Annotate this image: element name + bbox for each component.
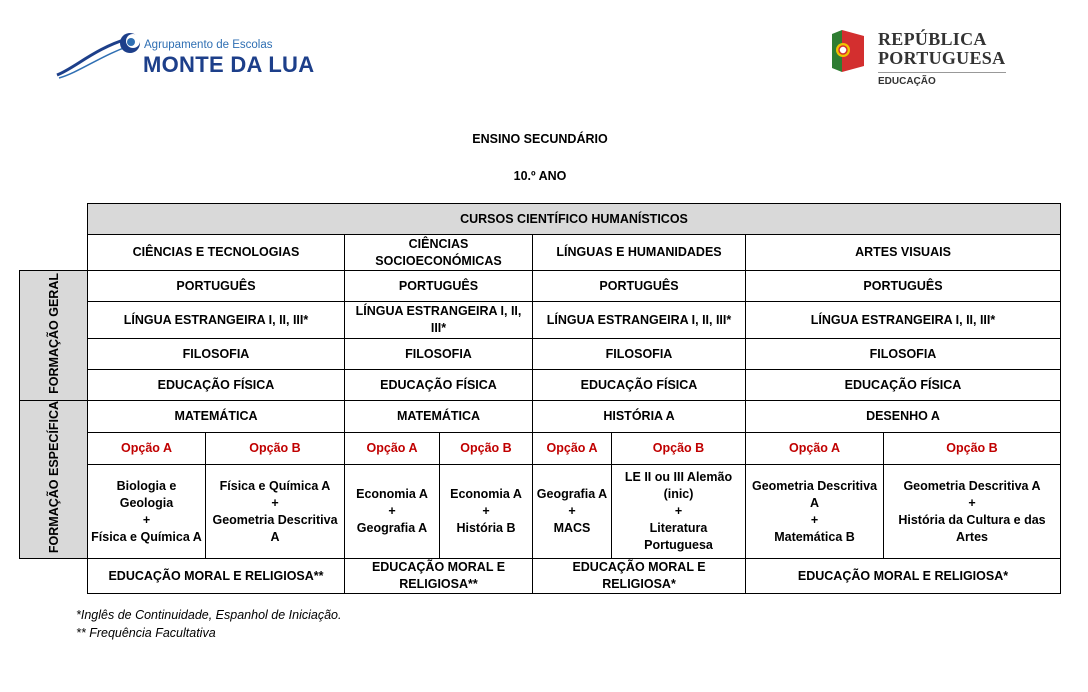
table-cell: LÍNGUA ESTRANGEIRA I, II, III* xyxy=(345,302,533,339)
school-logo-line1: Agrupamento de Escolas xyxy=(144,39,273,51)
school-logo xyxy=(55,28,325,84)
table-cell: EDUCAÇÃO MORAL E RELIGIOSA* xyxy=(533,559,746,594)
option-cell: Geometria Descritiva A + História da Cultura e das Artes xyxy=(884,465,1061,559)
footnote: ** Frequência Facultativa xyxy=(76,626,216,640)
table-cell: DESENHO A xyxy=(746,401,1061,433)
table-row xyxy=(20,401,1061,433)
table-cell: HISTÓRIA A xyxy=(533,401,746,433)
government-logo-line1: REPÚBLICA xyxy=(878,29,987,49)
table-cell: PORTUGUÊS xyxy=(345,271,533,302)
government-logo-line2: PORTUGUESA xyxy=(878,48,1006,68)
table-cell: EDUCAÇÃO FÍSICA xyxy=(88,370,345,401)
table-cell: EDUCAÇÃO MORAL E RELIGIOSA** xyxy=(88,559,345,594)
option-a-label: Opção A xyxy=(746,433,884,465)
course-header: LÍNGUAS E HUMANIDADES xyxy=(533,235,746,271)
page-subtitle: 10.º ANO xyxy=(513,169,567,183)
option-a-label: Opção A xyxy=(88,433,206,465)
option-cell: Geografia A + MACS xyxy=(533,465,612,559)
footnote: *Inglês de Continuidade, Espanhol de Iniciação. xyxy=(76,608,342,622)
course-header: CIÊNCIAS E TECNOLOGIAS xyxy=(88,235,345,271)
table-cell: PORTUGUÊS xyxy=(533,271,746,302)
table-cell: LÍNGUA ESTRANGEIRA I, II, III* xyxy=(88,302,345,339)
course-header: ARTES VISUAIS xyxy=(746,235,1061,271)
option-cell: Economia A + História B xyxy=(440,465,533,559)
school-logo-line2: MONTE DA LUA xyxy=(143,52,315,77)
table-cell: EDUCAÇÃO MORAL E RELIGIOSA* xyxy=(746,559,1061,594)
table-cell: FILOSOFIA xyxy=(88,339,345,370)
table-row xyxy=(20,559,1061,594)
table-cell: EDUCAÇÃO FÍSICA xyxy=(746,370,1061,401)
option-b-label: Opção B xyxy=(612,433,746,465)
formacao-especifica-label: FORMAÇÃO ESPECÍFICA xyxy=(20,401,88,559)
table-cell: PORTUGUÊS xyxy=(746,271,1061,302)
table-cell: FILOSOFIA xyxy=(746,339,1061,370)
option-cell: Geometria Descritiva A + Matemática B xyxy=(746,465,884,559)
table-cell: PORTUGUÊS xyxy=(88,271,345,302)
option-cell: Biologia e Geologia + Física e Química A xyxy=(88,465,206,559)
table-cell: FILOSOFIA xyxy=(345,339,533,370)
table-row xyxy=(20,271,1061,302)
table-cell: EDUCAÇÃO FÍSICA xyxy=(345,370,533,401)
table-header-row xyxy=(20,204,1061,235)
options-header-row xyxy=(20,433,1061,465)
table-cell: LÍNGUA ESTRANGEIRA I, II, III* xyxy=(533,302,746,339)
option-b-label: Opção B xyxy=(206,433,345,465)
table-cell: EDUCAÇÃO FÍSICA xyxy=(533,370,746,401)
table-cell: EDUCAÇÃO MORAL E RELIGIOSA** xyxy=(345,559,533,594)
option-a-label: Opção A xyxy=(533,433,612,465)
option-a-label: Opção A xyxy=(345,433,440,465)
curriculum-table xyxy=(19,203,1061,594)
table-cell: MATEMÁTICA xyxy=(88,401,345,433)
government-logo-line3: EDUCAÇÃO xyxy=(878,76,936,87)
option-cell: Física e Química A + Geometria Descritiva A xyxy=(206,465,345,559)
logo-divider xyxy=(878,72,1006,73)
options-content-row xyxy=(20,465,1061,559)
formacao-geral-label: FORMAÇÃO GERAL xyxy=(20,271,88,401)
option-b-label: Opção B xyxy=(884,433,1061,465)
table-cell: FILOSOFIA xyxy=(533,339,746,370)
portugal-flag-icon xyxy=(828,28,868,74)
government-logo xyxy=(828,28,1018,92)
table-row xyxy=(20,339,1061,370)
table-cell: LÍNGUA ESTRANGEIRA I, II, III* xyxy=(746,302,1061,339)
table-row xyxy=(20,302,1061,339)
page-title: ENSINO SECUNDÁRIO xyxy=(472,132,608,146)
table-cell: MATEMÁTICA xyxy=(345,401,533,433)
courses-main-header: CURSOS CIENTÍFICO HUMANÍSTICOS xyxy=(88,204,1061,235)
option-cell: LE II ou III Alemão (inic) + Literatura Portuguesa xyxy=(612,465,746,559)
table-row xyxy=(20,370,1061,401)
option-cell: Economia A + Geografia A xyxy=(345,465,440,559)
option-b-label: Opção B xyxy=(440,433,533,465)
course-header: CIÊNCIAS SOCIOECONÓMICAS xyxy=(345,235,533,271)
moon-swoosh-icon xyxy=(55,28,155,84)
course-names-row xyxy=(20,235,1061,271)
